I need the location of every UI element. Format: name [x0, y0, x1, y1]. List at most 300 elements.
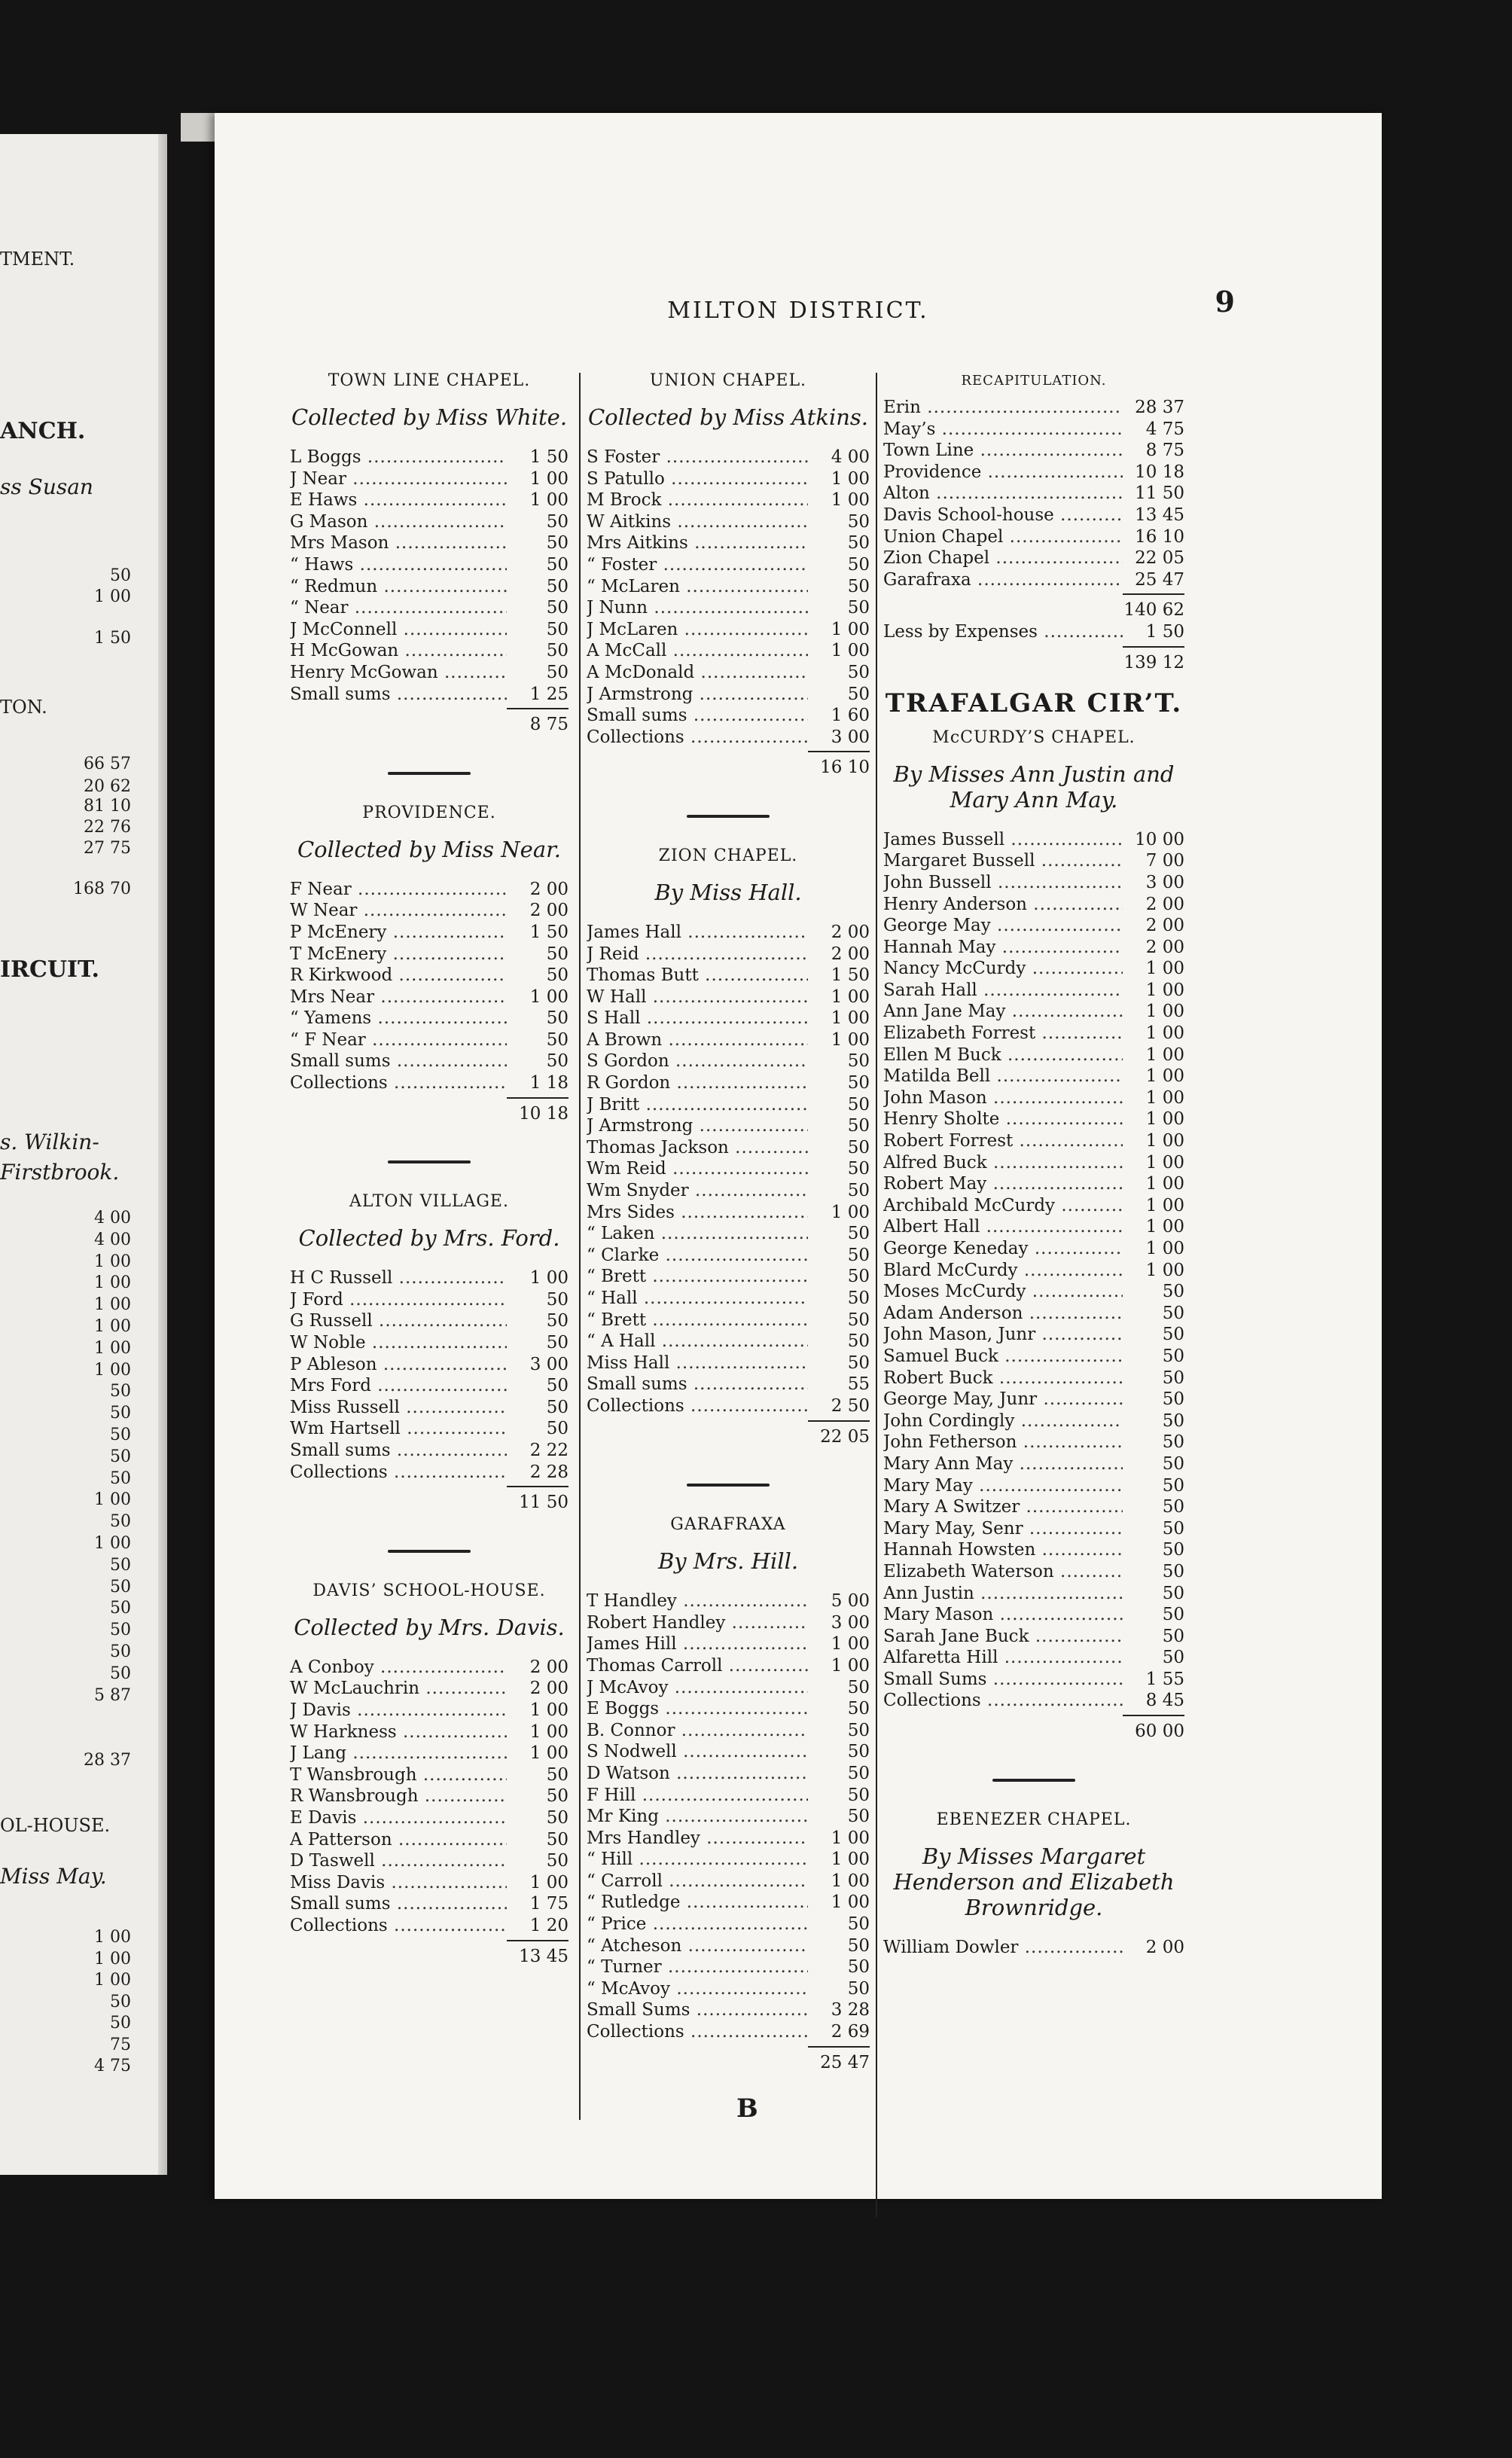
section-title: RECAPITULATION.	[961, 373, 1107, 389]
row-name: Small sums .....	[587, 1374, 808, 1395]
ledger-row	[883, 850, 1184, 872]
ledger-row	[290, 1289, 569, 1311]
row-amount: 1 00	[831, 619, 870, 639]
row-amount: 50	[546, 1333, 569, 1353]
row-name: Mrs Sides .....	[587, 1202, 808, 1224]
row-amount: 1 50	[1145, 621, 1184, 642]
ledger-row	[883, 1066, 1184, 1087]
row-amount: 1 20	[529, 1915, 569, 1935]
left-page-amount: 50	[110, 1664, 131, 1683]
row-amount: 50	[546, 619, 569, 639]
row-amount: 5 00	[831, 1591, 870, 1612]
row-name: Albert Hall .....	[883, 1216, 1123, 1238]
row-amount: 1 00	[831, 1202, 870, 1222]
section-title: EBENEZER CHAPEL.	[936, 1810, 1132, 1829]
row-name: “ Brett .....	[587, 1266, 808, 1288]
ledger-row	[883, 829, 1184, 851]
row-name: Thomas Jackson .....	[587, 1137, 808, 1159]
row-amount: 50	[847, 1914, 870, 1935]
row-name: Small Sums .....	[587, 1999, 808, 2021]
page-content	[215, 113, 1382, 2199]
row-name: J Armstrong .....	[587, 1115, 808, 1137]
row-amount: 50	[546, 1419, 569, 1439]
ledger-row	[883, 1173, 1184, 1195]
section-title: ALTON VILLAGE.	[349, 1192, 509, 1212]
row-amount: 4 00	[831, 447, 870, 467]
ledger-row	[290, 1332, 569, 1354]
ledger-row	[290, 1850, 569, 1872]
section-town-line	[290, 365, 569, 736]
row-amount: 1 00	[1145, 1174, 1184, 1194]
row-amount: 50	[847, 1224, 870, 1244]
row-amount: 50	[1162, 1346, 1184, 1366]
section-collector: Collected by Miss White.	[291, 404, 568, 430]
row-amount: 50	[847, 1978, 870, 1999]
row-name: John Bussell .....	[883, 872, 1123, 894]
ledger-row	[587, 1590, 870, 1612]
row-amount: 1 00	[1145, 1239, 1184, 1258]
row-amount: 2 28	[529, 1462, 569, 1482]
row-name: Matilda Bell .....	[883, 1066, 1123, 1087]
row-name: W Near .....	[290, 900, 507, 922]
ledger-row	[290, 1462, 569, 1484]
row-amount: 1 00	[1145, 959, 1184, 979]
row-amount: 2 00	[1145, 894, 1184, 914]
section-title: TOWN LINE CHAPEL.	[328, 371, 531, 390]
left-page-amount: 50	[110, 1555, 131, 1575]
row-amount: 1 00	[529, 987, 569, 1007]
ledger-row	[883, 440, 1184, 462]
ledger-row	[290, 944, 569, 965]
ornament-rule	[388, 772, 471, 775]
row-name: R Kirkwood .....	[290, 965, 507, 987]
ledger-row	[587, 1828, 870, 1850]
row-name: Blard McCurdy .....	[883, 1260, 1123, 1282]
section-title: PROVIDENCE.	[362, 803, 496, 822]
left-page-amount: 28 37	[84, 1751, 131, 1770]
ledger-row	[587, 511, 870, 533]
left-page-amount: 1 50	[94, 629, 131, 648]
ledger-row	[290, 1310, 569, 1332]
ledger-row	[883, 1496, 1184, 1518]
row-name: D Watson .....	[587, 1763, 808, 1785]
row-name: William Dowler .....	[883, 1937, 1123, 1959]
row-amount: 7 00	[1145, 851, 1184, 871]
row-amount: 50	[847, 598, 870, 618]
row-amount: 50	[847, 1807, 870, 1827]
row-amount: 50	[546, 965, 569, 986]
row-name: Collections .....	[290, 1462, 507, 1484]
row-name: Robert Forrest .....	[883, 1130, 1123, 1152]
row-name: “ Near .....	[290, 597, 507, 619]
row-name: Wm Snyder .....	[587, 1180, 808, 1202]
row-amount: 1 00	[1145, 1109, 1184, 1130]
circuit-title: TRAFALGAR CIR’T.	[885, 688, 1183, 719]
ledger-row	[883, 958, 1184, 980]
row-amount: 50	[546, 533, 569, 554]
row-name: “ Redmun .....	[290, 576, 507, 598]
left-page-amount: 1 00	[94, 1949, 131, 1969]
ledger-row	[587, 1158, 870, 1180]
row-name: Hannah May .....	[883, 937, 1123, 959]
section-collector: Collected by Miss Near.	[297, 836, 562, 862]
row-amount: 1 00	[831, 1634, 870, 1654]
row-name: A McDonald .....	[587, 662, 808, 684]
row-amount: 1 75	[529, 1894, 569, 1914]
row-name: James Hill .....	[587, 1633, 808, 1655]
ledger-row	[587, 554, 870, 576]
row-amount: 1 00	[529, 468, 569, 489]
left-page-amount: 1 00	[94, 1317, 131, 1336]
ledger-row	[587, 1094, 870, 1116]
ledger-row	[883, 1475, 1184, 1497]
row-amount: 1 60	[831, 706, 870, 726]
ledger-row	[587, 1612, 870, 1634]
left-page-fragment: s. Wilkin-	[0, 1130, 99, 1154]
ledger-row	[883, 1303, 1184, 1325]
row-amount: 50	[1162, 1282, 1184, 1302]
left-page-amount: 50	[110, 1447, 131, 1466]
ledger-row	[883, 526, 1184, 548]
ledger-row	[290, 1072, 569, 1094]
section-total: 8 75	[290, 708, 569, 736]
row-name: Providence .....	[883, 462, 1123, 483]
row-name: Henry McGowan .....	[290, 662, 507, 684]
section-total: 13 45	[290, 1940, 569, 1968]
ledger-row	[290, 1700, 569, 1722]
column-1	[290, 365, 569, 1967]
ledger-row	[290, 1678, 569, 1700]
row-name: “ Haws .....	[290, 554, 507, 576]
row-name: E Boggs .....	[587, 1698, 808, 1720]
row-amount: 50	[847, 576, 870, 596]
ornament-rule	[992, 1779, 1075, 1782]
row-name: Margaret Bussell .....	[883, 850, 1123, 872]
row-amount: 10 00	[1135, 829, 1184, 849]
section-collector: Collected by Mrs. Ford.	[298, 1225, 560, 1252]
ledger-row	[883, 1346, 1184, 1368]
row-name: F Hill .....	[587, 1785, 808, 1807]
row-amount: 50	[546, 662, 569, 682]
left-page-amount: 1 00	[94, 1338, 131, 1358]
ledger-row	[883, 1001, 1184, 1023]
row-amount: 1 50	[529, 922, 569, 942]
row-name: Mary May .....	[883, 1475, 1123, 1497]
ledger-row	[883, 1152, 1184, 1174]
row-amount: 50	[847, 1935, 870, 1956]
row-name: T McEnery .....	[290, 944, 507, 965]
ledger-row	[883, 872, 1184, 894]
row-name: A Brown .....	[587, 1029, 808, 1051]
row-name: Elizabeth Forrest .....	[883, 1023, 1123, 1044]
recap-subtotal: 140 62	[883, 593, 1184, 621]
section-recapitulation	[883, 365, 1184, 673]
row-name: Robert Buck .....	[883, 1368, 1123, 1389]
ledger-row	[290, 1786, 569, 1807]
ledger-row	[290, 1375, 569, 1397]
row-amount: 1 00	[1145, 1087, 1184, 1108]
ledger-row	[290, 965, 569, 987]
row-amount: 1 00	[1145, 1044, 1184, 1065]
ledger-row	[587, 619, 870, 641]
row-amount: 28 37	[1135, 398, 1184, 417]
row-name: J Near .....	[290, 468, 507, 490]
row-amount: 1 00	[831, 1029, 870, 1050]
ledger-row	[587, 1331, 870, 1353]
ledger-row	[883, 1561, 1184, 1583]
ledger-row	[290, 1354, 569, 1376]
row-amount: 50	[847, 1181, 870, 1201]
ledger-row	[883, 980, 1184, 1002]
row-amount: 50	[546, 576, 569, 596]
row-name: J Ford .....	[290, 1289, 507, 1311]
left-page-amount: 4 00	[94, 1230, 131, 1249]
row-amount: 50	[546, 1029, 569, 1050]
ledger-row	[290, 879, 569, 901]
row-amount: 50	[1162, 1475, 1184, 1496]
left-page-amount: 4 00	[94, 1209, 131, 1227]
row-amount: 50	[847, 1699, 870, 1719]
left-page-amount: 50	[110, 1621, 131, 1640]
row-amount: 50	[1162, 1497, 1184, 1517]
row-name: Mrs Handley .....	[587, 1828, 808, 1850]
row-name: Elizabeth Waterson .....	[883, 1561, 1123, 1583]
ledger-row	[587, 1395, 870, 1417]
row-name: Adam Anderson .....	[883, 1303, 1123, 1325]
ledger-row	[883, 1087, 1184, 1109]
row-name: Moses McCurdy .....	[883, 1281, 1123, 1303]
ledger-row	[587, 1914, 870, 1935]
ledger-row	[587, 705, 870, 727]
row-amount: 50	[1162, 1583, 1184, 1603]
left-page-amount: 50	[110, 1426, 131, 1444]
row-amount: 1 00	[1145, 1023, 1184, 1044]
row-amount: 2 00	[529, 1679, 569, 1699]
ledger-row	[290, 922, 569, 944]
left-page-amount: 1 00	[94, 1534, 131, 1553]
row-amount: 2 00	[831, 922, 870, 942]
row-amount: 50	[847, 511, 870, 532]
row-name: George May, Junr .....	[883, 1389, 1123, 1410]
ledger-row	[587, 1180, 870, 1202]
left-page-amount: 50	[110, 1404, 131, 1423]
ledger-row	[290, 1807, 569, 1829]
row-name: George May .....	[883, 915, 1123, 937]
row-name: John Mason .....	[883, 1087, 1123, 1109]
ledger-row	[587, 1655, 870, 1677]
ornament-rule	[388, 1160, 471, 1163]
ledger-row	[290, 1397, 569, 1419]
row-name: D Taswell .....	[290, 1850, 507, 1872]
row-amount: 50	[847, 1094, 870, 1115]
row-name: Robert Handley .....	[587, 1612, 808, 1634]
row-amount: 50	[847, 1288, 870, 1308]
row-name: S Patullo .....	[587, 468, 808, 490]
row-amount: 1 00	[1145, 1131, 1184, 1151]
left-page-amount: 1 00	[94, 1295, 131, 1315]
row-amount: 50	[847, 1159, 870, 1179]
column-2	[587, 365, 870, 2073]
row-name: May’s .....	[883, 419, 1123, 441]
recap-expenses-row	[883, 621, 1184, 643]
row-name: Davis School-house .....	[883, 505, 1123, 526]
row-amount: 50	[847, 554, 870, 575]
row-amount: 50	[847, 1677, 870, 1697]
row-name: Collections .....	[290, 1915, 507, 1937]
section-total: 10 18	[290, 1097, 569, 1125]
left-page-amount: 1 00	[94, 1928, 131, 1947]
left-page-amount: 50	[110, 1599, 131, 1618]
left-page-amount: 50	[110, 1992, 131, 2011]
row-amount: 1 00	[1145, 1066, 1184, 1087]
section-collector: Collected by Miss Atkins.	[587, 404, 869, 430]
row-name: Mrs Mason .....	[290, 532, 507, 554]
row-name: Sarah Jane Buck .....	[883, 1626, 1123, 1648]
row-amount: 3 28	[831, 2000, 870, 2020]
row-amount: 50	[847, 1310, 870, 1330]
row-name: “ McAvoy .....	[587, 1978, 808, 2000]
row-name: B. Connor .....	[587, 1720, 808, 1742]
row-amount: 50	[1162, 1453, 1184, 1474]
ledger-row	[587, 2021, 870, 2043]
row-name: Henry Sholte .....	[883, 1109, 1123, 1130]
row-name: S Nodwell .....	[587, 1741, 808, 1763]
ledger-row	[290, 1440, 569, 1462]
row-name: Ann Jane May .....	[883, 1001, 1123, 1023]
ledger-row	[883, 1604, 1184, 1626]
ledger-row	[587, 640, 870, 662]
row-amount: 1 50	[831, 965, 870, 986]
row-name: George Keneday .....	[883, 1238, 1123, 1260]
row-amount: 11 50	[1135, 483, 1184, 504]
row-amount: 50	[546, 1764, 569, 1785]
row-name: Alfaretta Hill .....	[883, 1647, 1123, 1669]
ledger-row	[883, 1389, 1184, 1410]
row-amount: 3 00	[1145, 872, 1184, 892]
row-name: L Boggs .....	[290, 447, 507, 468]
row-name: “ Hill .....	[587, 1849, 808, 1871]
row-amount: 1 00	[1145, 1195, 1184, 1215]
row-name: Archibald McCurdy .....	[883, 1195, 1123, 1217]
row-name: “ Carroll .....	[587, 1871, 808, 1892]
left-page-fragment: TON.	[0, 697, 47, 718]
row-amount: 4 75	[1145, 419, 1184, 439]
ledger-row	[883, 569, 1184, 591]
row-name: Miss Russell .....	[290, 1397, 507, 1419]
recap-net: 139 12	[883, 646, 1184, 674]
row-name: Small sums .....	[290, 684, 507, 706]
left-page-amount: 50	[110, 1468, 131, 1488]
ledger-row	[587, 1374, 870, 1395]
ledger-row	[587, 1051, 870, 1072]
left-page-amount: 4 75	[94, 2057, 131, 2075]
previous-page-fragment	[0, 134, 167, 2175]
ledger-row	[290, 468, 569, 490]
ledger-row	[587, 1137, 870, 1159]
row-name: “ Laken .....	[587, 1223, 808, 1245]
row-amount: 1 50	[529, 447, 569, 467]
ledger-row	[883, 1260, 1184, 1282]
ledger-row	[290, 597, 569, 619]
ledger-row	[883, 547, 1184, 569]
ledger-row	[883, 505, 1184, 526]
row-amount: 1 55	[1145, 1669, 1184, 1689]
section-davis	[290, 1575, 569, 1967]
ledger-row	[290, 1872, 569, 1894]
row-name: Small sums .....	[290, 1051, 507, 1072]
row-name: G Russell .....	[290, 1310, 507, 1332]
ledger-row	[883, 462, 1184, 483]
ledger-row	[883, 419, 1184, 441]
row-amount: 1 00	[831, 987, 870, 1007]
row-name: Mary Ann May .....	[883, 1453, 1123, 1475]
row-name: “ A Hall .....	[587, 1331, 808, 1353]
ledger-row	[587, 1720, 870, 1742]
ornament-rule	[687, 815, 770, 818]
row-name: F Near .....	[290, 879, 507, 901]
row-amount: 50	[847, 662, 870, 682]
section-collector: By Miss Hall.	[654, 879, 802, 905]
section-union	[587, 365, 870, 779]
ledger-row	[587, 1677, 870, 1699]
ledger-row	[883, 1324, 1184, 1346]
ledger-row	[587, 489, 870, 511]
section-total: 22 05	[587, 1420, 870, 1448]
row-name: “ F Near .....	[290, 1029, 507, 1051]
left-page-amount: 1 00	[94, 1490, 131, 1510]
left-page-amount: 50	[110, 2014, 131, 2033]
left-page-amount: 1 00	[94, 1252, 131, 1271]
row-name: Mr King .....	[587, 1806, 808, 1828]
section-total: 11 50	[290, 1486, 569, 1514]
row-name: A Patterson .....	[290, 1829, 507, 1851]
row-name: James Bussell .....	[883, 829, 1123, 851]
signature-mark: B	[736, 2094, 758, 2124]
ledger-row	[290, 1051, 569, 1072]
ledger-row	[587, 532, 870, 554]
row-amount: 8 75	[1145, 441, 1184, 461]
row-amount: 3 00	[529, 1354, 569, 1374]
section-collector: By Misses Margaret Henderson and Elizabeth Brownridge.	[893, 1843, 1175, 1920]
row-name: Nancy McCurdy .....	[883, 958, 1123, 980]
row-amount: 1 00	[529, 1268, 569, 1288]
section-collector: Collected by Mrs. Davis.	[294, 1614, 565, 1640]
row-amount: 2 00	[1145, 916, 1184, 936]
ledger-row	[883, 1238, 1184, 1260]
ledger-row	[587, 1008, 870, 1029]
left-page-amount: 81 10	[84, 797, 131, 816]
row-amount: 1 00	[529, 1743, 569, 1764]
row-amount: 50	[546, 1829, 569, 1850]
row-name: R Gordon .....	[587, 1072, 808, 1094]
row-amount: 1 00	[831, 1655, 870, 1676]
row-amount: 50	[1162, 1518, 1184, 1539]
row-amount: 50	[546, 1311, 569, 1331]
row-name: Collections .....	[883, 1690, 1123, 1712]
row-amount: 1 00	[529, 1872, 569, 1892]
row-amount: 3 00	[831, 1612, 870, 1633]
row-name: Sarah Hall .....	[883, 980, 1123, 1002]
ledger-row	[587, 1806, 870, 1828]
row-amount: 1 25	[529, 684, 569, 704]
row-amount: 1 00	[529, 1700, 569, 1720]
section-garafraxa	[587, 1509, 870, 2073]
row-name: Ellen M Buck .....	[883, 1044, 1123, 1066]
ledger-row	[587, 1353, 870, 1374]
row-name: E Davis .....	[290, 1807, 507, 1829]
ledger-row	[290, 619, 569, 641]
ledger-row	[290, 1657, 569, 1679]
